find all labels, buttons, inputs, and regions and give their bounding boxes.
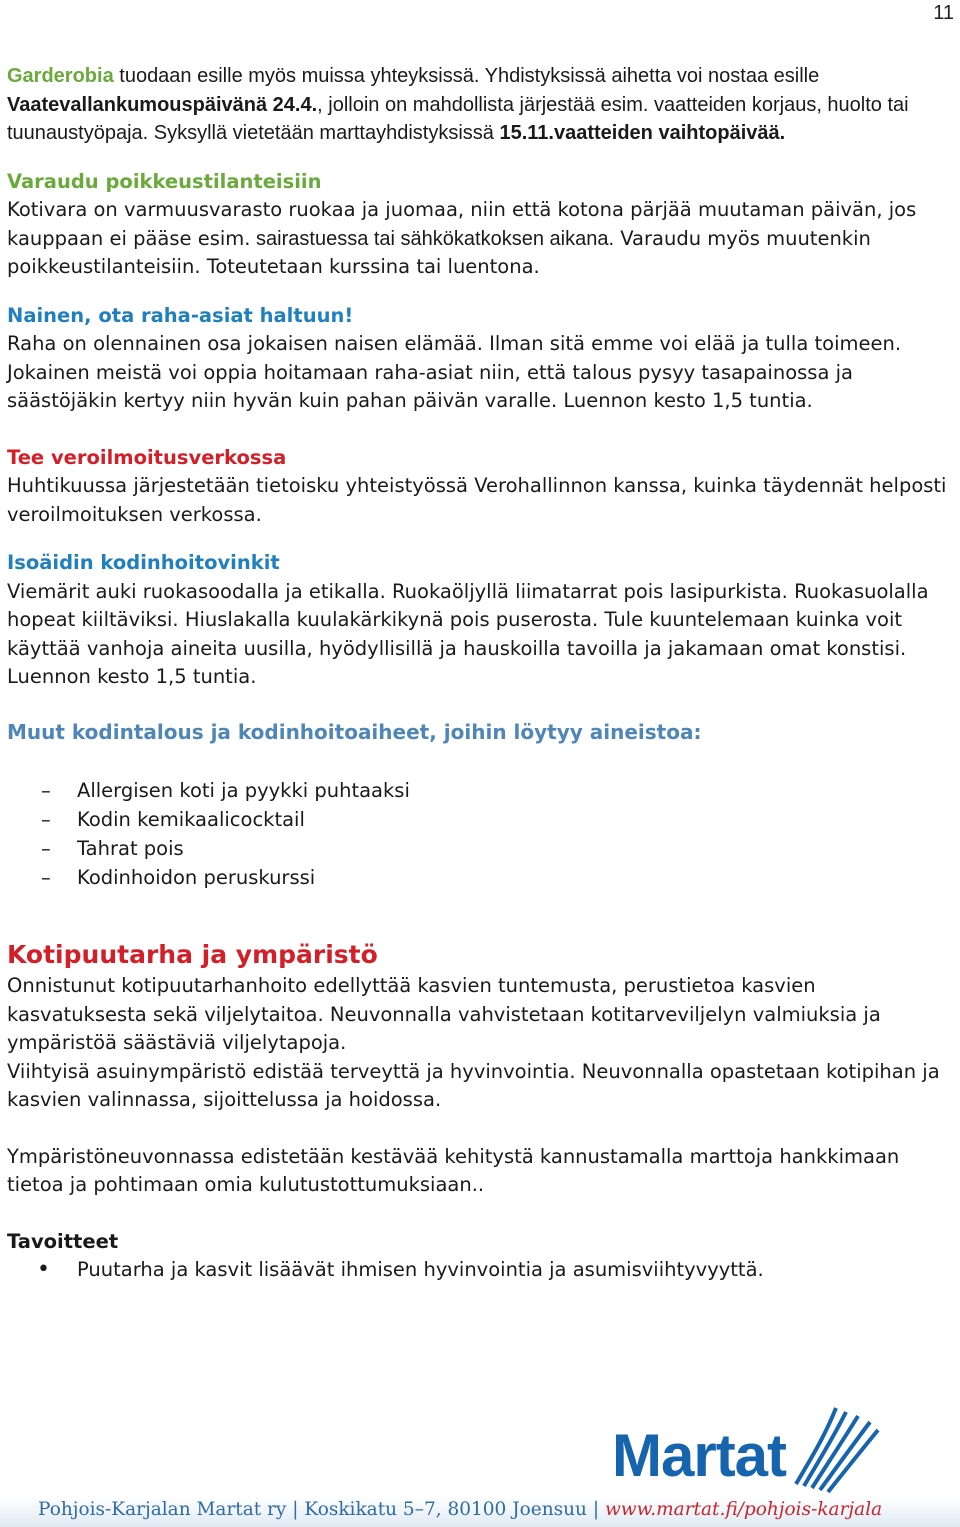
isoaidin-paragraph: Viemärit auki ruokasoodalla ja etikalla. Ruokaöljyllä liimatarrat pois lasipurkista. Ruokasuolalla hopeat kiiltäviksi. Hiuslakalla kuulakärkikynä pois puserosta. Tule kuuntelemaan kuinka voit käyttää vanhoja aineita uusilla, hyödyllisillä ja hauskoilla tavoilla ja jakamaan omat konstisi. Luennon kesto 1,5 tuntia.	[7, 579, 929, 688]
nainen-heading: Nainen, ota raha-asiat haltuun!	[7, 303, 354, 327]
nainen-paragraph: Raha on olennainen osa jokaisen naisen elämää. Ilman sitä emme voi elää ja tulla toimeen. Jokainen meistä voi oppia hoitamaan raha-asiat niin, että talous pysyy tasapainossa ja säästöjäkin kertyy niin hyvän kuin pahan päivän varalle. Luennon kesto 1,5 tuntia.	[7, 332, 902, 412]
garderobi-text-1: tuodaan esille myös muissa yhteyksissä. Yhdistyksissä aihetta voi nostaa esille	[113, 65, 820, 87]
tavoitteet-heading: Tavoitteet	[7, 1229, 119, 1253]
list-item-text: Kodinhoidon peruskurssi	[77, 866, 316, 889]
varaudu-text-2: sairastuessa tai sähkökatkoksen aikana.	[250, 227, 615, 250]
dash-marker: –	[41, 779, 51, 802]
list-item	[7, 805, 955, 834]
varaudu-paragraph	[7, 196, 955, 282]
dash-marker: –	[41, 808, 51, 831]
footer-org: Pohjois-Karjalan Martat ry | Koskikatu 5–7, 80100 Joensuu |	[38, 1499, 605, 1520]
martat-logo-mark-icon	[790, 1400, 880, 1496]
varaudu-text-1: Kotivara on varmuusvarasto ruokaa ja juomaa, niin että kotona pärjää muutaman päivän, jos kauppaan ei pääse esim.	[7, 198, 917, 250]
martat-logo-text: Martat	[612, 1422, 787, 1489]
tavoitteet-list	[7, 1256, 955, 1285]
kotipuutarha-paragraph-1: Onnistunut kotipuutarhanhoito edellyttää kasvien tuntemusta, perustietoa kasvien kasvatuksesta sekä viljelytaitoa. Neuvonnalla vahvistetaan kotitarveviljelyn valmiuksia ja ympäristöä säästäviä viljelytapoja.	[7, 974, 881, 1054]
footer	[38, 1499, 882, 1520]
list-item-text: Kodin kemikaalicocktail	[77, 808, 305, 831]
footer-url-link[interactable]: www.martat.fi/pohjois-karjala	[604, 1499, 883, 1520]
dash-marker: –	[41, 837, 51, 860]
varaudu-text-3: Varaudu myös muutenkin poikkeustilanteisiin. Toteutetaan kurssina tai luentona.	[7, 226, 871, 278]
bullet-marker: •	[37, 1257, 50, 1282]
list-item-text: Allergisen koti ja pyykki puhtaaksi	[77, 779, 410, 802]
page-number: 11	[933, 2, 954, 24]
vero-paragraph: Huhtikuussa järjestetään tietoisku yhteistyössä Verohallinnon kanssa, kuinka täydennät helposti veroilmoituksen verkossa.	[7, 474, 947, 526]
vero-heading: Tee veroilmoitusverkossa	[7, 445, 287, 469]
muut-heading: Muut kodintalous ja kodinhoitoaiheet, joihin löytyy aineistoa:	[7, 719, 702, 744]
list-item	[7, 776, 955, 805]
varaudu-heading: Varaudu poikkeustilanteisiin	[7, 169, 322, 193]
martat-logo	[612, 1418, 872, 1494]
list-item	[7, 863, 955, 892]
garderobi-text-2: , jolloin on mahdollista järjestää esim. vaatteiden korjaus, huolto tai tuunaustyöpaja. Syksyllä vietetään marttayhdistyksissä	[7, 93, 909, 144]
dash-marker: –	[41, 866, 51, 889]
list-item-text: Tahrat pois	[77, 837, 184, 860]
vaatevallankumous-term: Vaatevallankumouspäivänä 24.4.	[7, 93, 318, 116]
muut-list	[7, 776, 955, 892]
isoaidin-heading: Isoäidin kodinhoitovinkit	[7, 551, 280, 574]
list-item-text: Puutarha ja kasvit lisäävät ihmisen hyvinvointia ja asumisviihtyvyyttä.	[77, 1258, 764, 1281]
kotipuutarha-paragraph-2: Viihtyisä asuinympäristö edistää terveyttä ja hyvinvointia. Neuvonnalla opastetaan kotipihan ja kasvien valinnassa, sijoittelussa ja hoidossa.	[7, 1059, 940, 1111]
ymparisto-paragraph: Ympäristöneuvonnassa edistetään kestävää kehitystä kannustamalla marttoja hankkimaan tietoa ja pohtimaan omia kulutustottumuksiaan..	[7, 1144, 900, 1196]
list-item	[7, 1256, 955, 1285]
page-content	[7, 62, 955, 1285]
vaihtopaiva-term: 15.11.vaatteiden vaihtopäivää.	[499, 122, 786, 144]
kotipuutarha-heading: Kotipuutarha ja ympäristö	[7, 940, 378, 969]
list-item	[7, 834, 955, 863]
garderobi-term: Garderobia	[7, 65, 114, 87]
garderobi-paragraph	[7, 62, 955, 148]
